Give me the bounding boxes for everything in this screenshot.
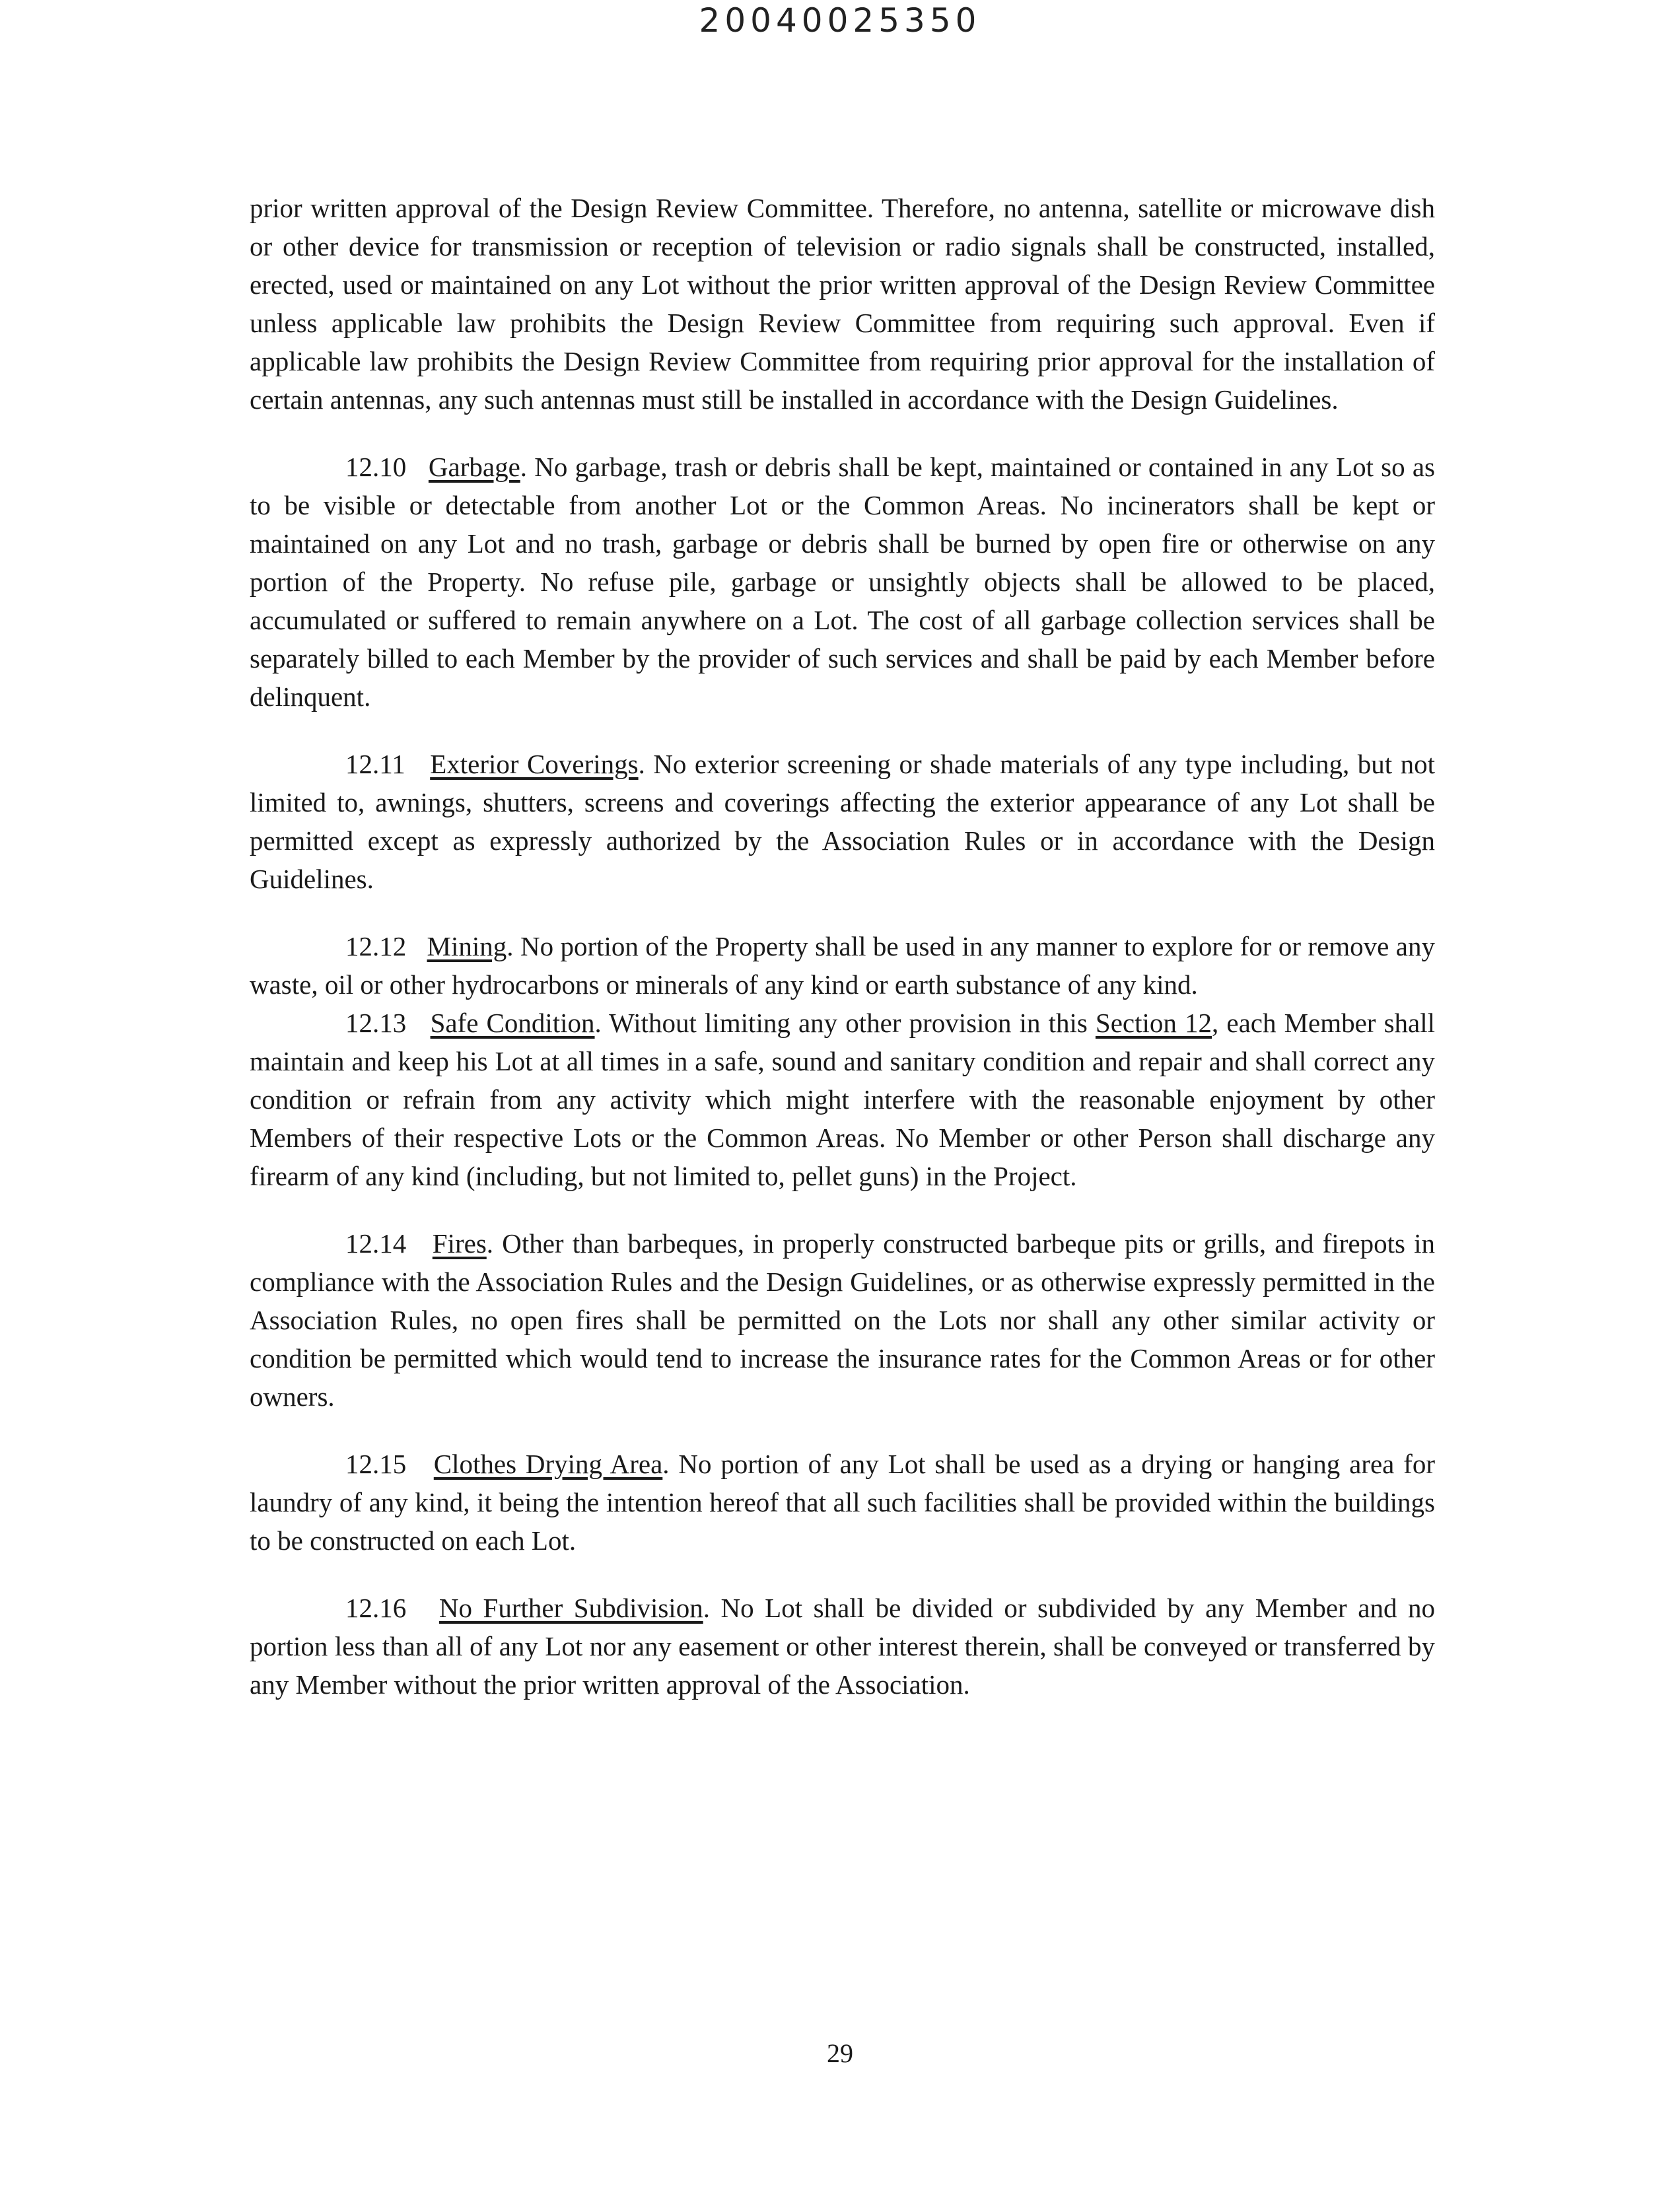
section-number: 12.14 xyxy=(345,1228,407,1259)
section-text: . Other than barbeques, in properly constructed barbeque pits or grills, and firepots in compliance with the Association Rules and the Design Guidelines, or as otherwise expressly permitted in the Association Rules, no open fires shall be permitted on the Lots nor shall any other similar activity or condition be permitted which would tend to increase the insurance rates for the Common Areas or for other owners. xyxy=(250,1228,1435,1412)
section-text: . No garbage, trash or debris shall be kept, maintained or contained in any Lot so as to be visible or detectable from another Lot or the Common Areas. No incinerators shall be kept or maintained on any Lot and no trash, garbage or debris shall be burned by open fire or otherwise on any portion of the Property. No refuse pile, garbage or unsightly objects shall be allowed to be placed, accumulated or suffered to remain anywhere on a Lot. The cost of all garbage collection services shall be separately billed to each Member by the provider of such services and shall be paid by each Member before delinquent. xyxy=(250,452,1436,712)
section-heading: Safe Condition xyxy=(430,1008,595,1038)
section-text: . No Lot shall be divided or subdivided by any Member and no portion less than all of any Lot nor any easement or other interest therein, shall be conveyed or transferred by any Member without the prior written approval of the Association. xyxy=(250,1593,1435,1700)
section-heading: Garbage xyxy=(428,452,520,482)
section-number: 12.12 xyxy=(345,931,407,961)
section-12-14 xyxy=(250,1224,1435,1416)
section-reference: Section 12 xyxy=(1095,1008,1212,1038)
section-text-after-ref: , each Member shall maintain and keep his Lot at all times in a safe, sound and sanitary condition and repair and shall correct any condition or refrain from any activity which might interfere with the reasonable enjoyment by other Members of their respective Lots or the Common Areas. No Member or other Person shall discharge any firearm of any kind (including, but not limited to, pellet guns) in the Project. xyxy=(250,1008,1436,1191)
section-text: . No portion of the Property shall be used in any manner to explore for or remove any waste, oil or other hydrocarbons or minerals of any kind or earth substance of any kind. xyxy=(250,931,1435,1000)
section-number: 12.15 xyxy=(345,1449,407,1479)
document-body xyxy=(250,189,1435,1733)
document-number: 20040025350 xyxy=(699,1,981,40)
section-heading: Fires xyxy=(432,1228,487,1259)
section-text: . No portion of any Lot shall be used as a drying or hanging area for laundry of any kind, it being the intention hereof that all such facilities shall be provided within the buildings to be constructed on each Lot. xyxy=(250,1449,1435,1556)
section-heading: Exterior Coverings xyxy=(430,749,639,779)
section-heading: Mining xyxy=(427,931,507,961)
section-heading: No Further Subdivision xyxy=(438,1593,703,1623)
section-number: 12.11 xyxy=(345,749,405,779)
intro-paragraph: prior written approval of the Design Review Committee. Therefore, no antenna, satellite or microwave dish or other device for transmission or reception of television or radio signals shall be constructed, installed, erected, used or maintained on any Lot without the prior written approval of the Design Review Committee unless applicable law prohibits the Design Review Committee from requiring such approval. Even if applicable law prohibits the Design Review Committee from requiring prior approval for the installation of certain antennas, any such antennas must still be installed in accordance with the Design Guidelines. xyxy=(250,193,1435,415)
section-12-15 xyxy=(250,1445,1435,1560)
section-12-13 xyxy=(250,1004,1435,1195)
section-number: 12.13 xyxy=(345,1008,407,1038)
page-number: 29 xyxy=(827,2038,853,2068)
section-text: . No exterior screening or shade materials of any type including, but not limited to, awnings, shutters, screens and coverings affecting the exterior appearance of any Lot shall be permitted except as expressly authorized by the Association Rules or in accordance with the Design Guidelines. xyxy=(250,749,1435,894)
section-12-10 xyxy=(250,448,1435,716)
section-12-12 xyxy=(250,927,1435,1004)
section-number: 12.10 xyxy=(345,452,407,482)
section-12-11 xyxy=(250,745,1435,898)
section-number: 12.16 xyxy=(345,1593,407,1623)
section-heading: Clothes Drying Area xyxy=(433,1449,663,1479)
section-text-before-ref: . Without limiting any other provision in this xyxy=(594,1008,1096,1038)
section-12-16 xyxy=(250,1589,1435,1704)
